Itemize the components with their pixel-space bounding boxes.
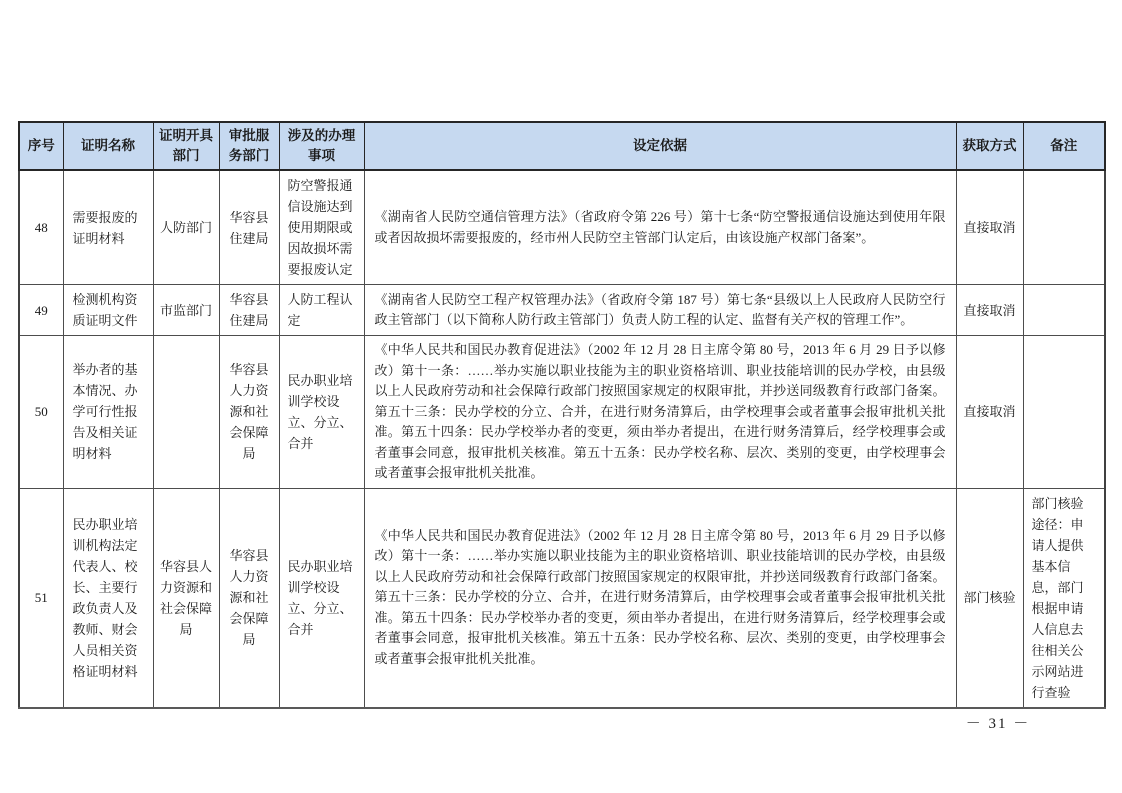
certificates-table (18, 121, 1106, 709)
cell-matters: 防空警报通信设施达到使用期限或因故损坏需要报废认定 (279, 170, 364, 285)
cell-basis: 《中华人民共和国民办教育促进法》（2002 年 12 月 28 日主席令第 80 号，2013 年 6 月 29 日予以修改）第十一条：……举办实施以职业技能为主的职业资格培训、职业技能培训的民办学校，由县级以上人民政府劳动和社会保障行政部门按照国家规定的权限审批，并抄送同级教育行政部门备案。第五十三条：民办学校的分立、合并，在进行财务清算后，由学校理事会或者董事会报审批机关批准。第五十四条：民办学校举办者的变更，须由举办者提出，在进行财务清算后，经学校理事会或者董事会同意，报审批机关核准。第五十五条：民办学校名称、层次、类别的变更，由学校理事会或者董事会报审批机关批准。 (364, 488, 956, 708)
table-header-row (19, 122, 1105, 170)
cell-certificate-name: 民办职业培训机构法定代表人、校长、主要行政负责人及教师、财会人员相关资格证明材料 (63, 488, 153, 708)
table-row (19, 336, 1105, 489)
cell-basis: 《湖南省人民防空通信管理方法》（省政府令第 226 号）第十七条“防空警报通信设施达到使用年限或者因故损坏需要报废的，经市州人民防空主管部门认定后，由该设施产权部门备案”。 (364, 170, 956, 285)
header-issuing-dept: 证明开具部门 (153, 122, 219, 170)
header-basis: 设定依据 (364, 122, 956, 170)
cell-seq: 50 (19, 336, 63, 489)
header-remarks: 备注 (1023, 122, 1105, 170)
cell-seq: 48 (19, 170, 63, 285)
cell-remark (1023, 285, 1105, 336)
header-seq: 序号 (19, 122, 63, 170)
cell-certificate-name: 举办者的基本情况、办学可行性报告及相关证明材料 (63, 336, 153, 489)
cell-approval-dept: 华容县人力资源和社会保障局 (219, 488, 279, 708)
cell-basis: 《中华人民共和国民办教育促进法》（2002 年 12 月 28 日主席令第 80 号，2013 年 6 月 29 日予以修改）第十一条：……举办实施以职业技能为主的职业资格培训、职业技能培训的民办学校，由县级以上人民政府劳动和社会保障行政部门按照国家规定的权限审批，并抄送同级教育行政部门备案。第五十三条：民办学校的分立、合并，在进行财务清算后，由学校理事会或者董事会报审批机关批准。第五十四条：民办学校举办者的变更，须由举办者提出，在进行财务清算后，经学校理事会或者董事会同意，报审批机关核准。第五十五条：民办学校名称、层次、类别的变更，由学校理事会或者董事会报审批机关批准。 (364, 336, 956, 489)
cell-issuing-dept: 华容县人力资源和社会保障局 (153, 488, 219, 708)
cell-certificate-name: 需要报废的证明材料 (63, 170, 153, 285)
cell-remark (1023, 170, 1105, 285)
cell-seq: 49 (19, 285, 63, 336)
cell-approval-dept: 华容县人力资源和社会保障局 (219, 336, 279, 489)
cell-remark: 部门核验途径：申请人提供基本信息，部门根据申请人信息去往相关公示网站进行查验 (1023, 488, 1105, 708)
cell-matters: 民办职业培训学校设立、分立、合并 (279, 488, 364, 708)
cell-approval-dept: 华容县住建局 (219, 170, 279, 285)
cell-issuing-dept (153, 336, 219, 489)
cell-basis: 《湖南省人民防空工程产权管理办法》（省政府令第 187 号）第七条“县级以上人民政府人民防空行政主管部门（以下简称人防行政主管部门）负责人防工程的认定、监督有关产权的管理工作”。 (364, 285, 956, 336)
cell-method: 部门核验 (956, 488, 1023, 708)
cell-certificate-name: 检测机构资质证明文件 (63, 285, 153, 336)
table-row (19, 170, 1105, 285)
header-matters: 涉及的办理事项 (279, 122, 364, 170)
page-number: － 31 － (965, 716, 1031, 732)
cell-method: 直接取消 (956, 170, 1023, 285)
cell-matters: 人防工程认定 (279, 285, 364, 336)
cell-issuing-dept: 人防部门 (153, 170, 219, 285)
cell-issuing-dept: 市监部门 (153, 285, 219, 336)
table-row (19, 488, 1105, 708)
header-name: 证明名称 (63, 122, 153, 170)
table-row (19, 285, 1105, 336)
cell-remark (1023, 336, 1105, 489)
cell-method: 直接取消 (956, 336, 1023, 489)
cell-matters: 民办职业培训学校设立、分立、合并 (279, 336, 364, 489)
header-approval-dept: 审批服务部门 (219, 122, 279, 170)
cell-approval-dept: 华容县住建局 (219, 285, 279, 336)
cell-seq: 51 (19, 488, 63, 708)
header-method: 获取方式 (956, 122, 1023, 170)
cell-method: 直接取消 (956, 285, 1023, 336)
